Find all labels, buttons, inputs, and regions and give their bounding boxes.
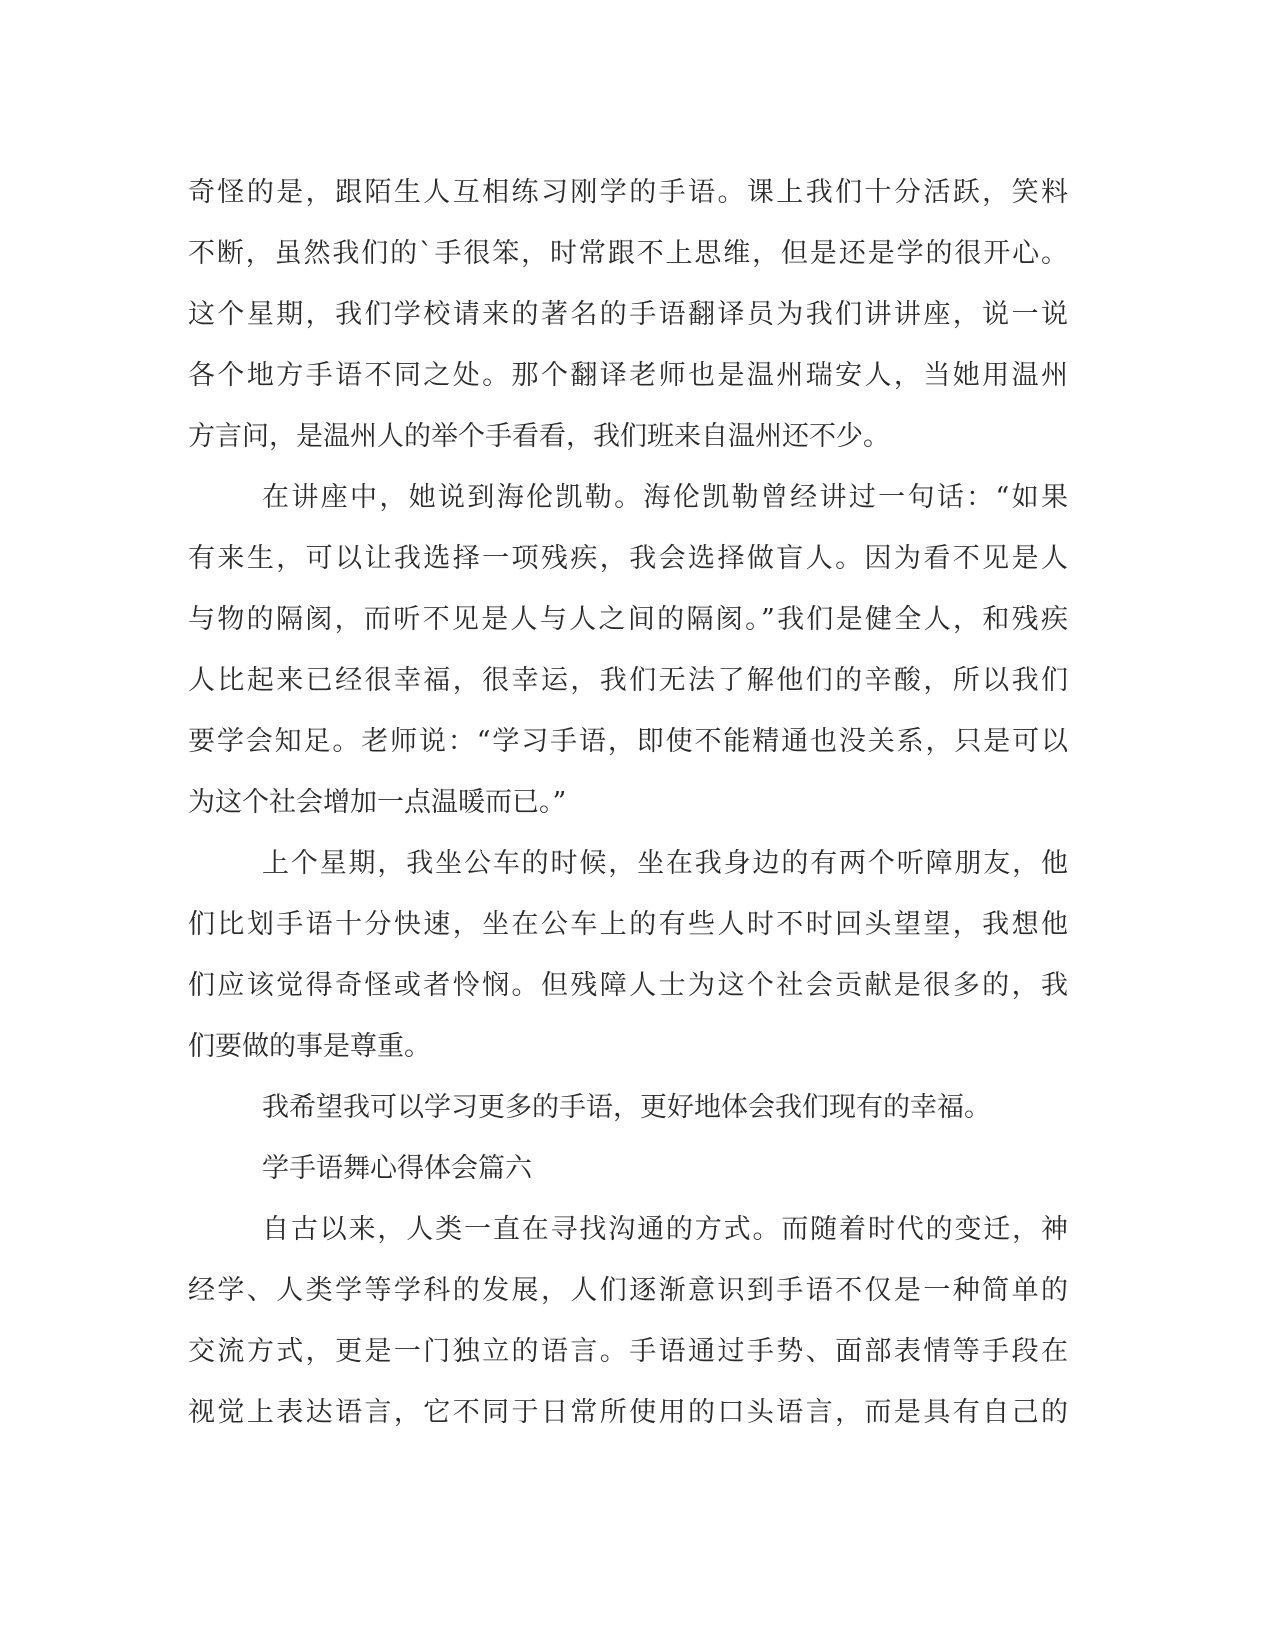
text-line: 要学会知足。老师说：“学习手语，即使不能精通也没关系，只是可以	[188, 726, 1068, 757]
text-line: 经学、人类学等学科的发展，人们逐渐意识到手语不仅是一种简单的	[188, 1275, 1068, 1306]
text-line: 我希望我可以学习更多的手语，更好地体会我们现有的幸福。	[262, 1092, 991, 1123]
text-line: 学手语舞心得体会篇六	[262, 1153, 532, 1184]
text-line: 们要做的事是尊重。	[188, 1031, 431, 1062]
text-line: 们应该觉得奇怪或者怜悯。但残障人士为这个社会贡献是很多的，我	[188, 970, 1068, 1001]
text-line: 有来生，可以让我选择一项残疾，我会选择做盲人。因为看不见是人	[188, 543, 1068, 574]
text-line: 上个星期，我坐公车的时候，坐在我身边的有两个听障朋友，他	[262, 848, 1068, 879]
text-line: 各个地方手语不同之处。那个翻译老师也是温州瑞安人，当她用温州	[188, 360, 1068, 391]
text-line: 不断，虽然我们的`手很笨，时常跟不上思维，但是还是学的很开心。	[188, 238, 1068, 269]
text-line: 方言问，是温州人的举个手看看，我们班来自温州还不少。	[188, 421, 890, 452]
text-line: 为这个社会增加一点温暖而已。”	[188, 787, 567, 818]
text-line: 们比划手语十分快速，坐在公车上的有些人时不时回头望望，我想他	[188, 909, 1068, 940]
text-line: 人比起来已经很幸福，很幸运，我们无法了解他们的辛酸，所以我们	[188, 665, 1068, 696]
body-text	[188, 162, 1068, 1443]
text-line: 视觉上表达语言，它不同于日常所使用的口头语言，而是具有自己的	[188, 1397, 1068, 1428]
text-line: 交流方式，更是一门独立的语言。手语通过手势、面部表情等手段在	[188, 1336, 1068, 1367]
text-line: 与物的隔阂，而听不见是人与人之间的隔阂。”我们是健全人，和残疾	[188, 604, 1068, 635]
text-line: 自古以来，人类一直在寻找沟通的方式。而随着时代的变迁，神	[262, 1214, 1068, 1245]
text-line: 在讲座中，她说到海伦凯勒。海伦凯勒曾经讲过一句话：“如果	[262, 482, 1068, 513]
text-line: 这个星期，我们学校请来的著名的手语翻译员为我们讲讲座，说一说	[188, 299, 1068, 330]
text-line: 奇怪的是，跟陌生人互相练习刚学的手语。课上我们十分活跃，笑料	[188, 177, 1068, 208]
